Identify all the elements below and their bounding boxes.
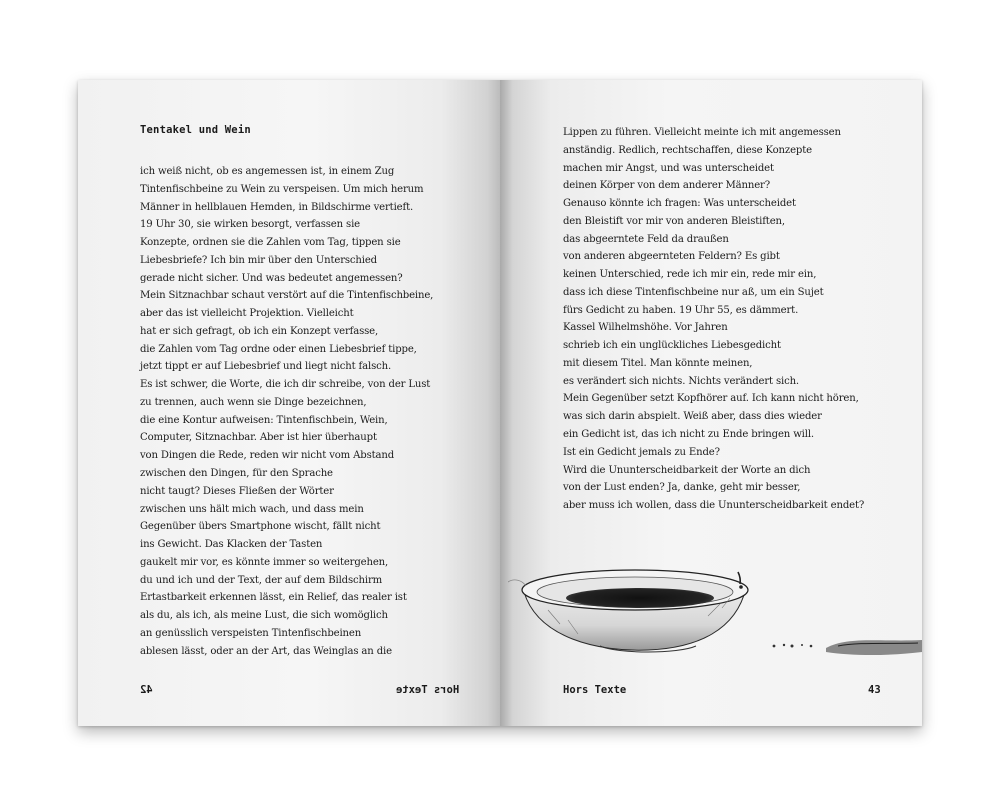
poem-line: Es ist schwer, die Worte, die ich dir schreibe, von der Lust bbox=[140, 379, 431, 391]
poem-line: Wird die Ununterscheidbarkeit der Worte an dich bbox=[563, 464, 811, 476]
poem-line: gaukelt mir vor, es könnte immer so weitergehen, bbox=[140, 556, 389, 568]
poem-line: hat er sich gefragt, ob ich ein Konzept verfasse, bbox=[140, 325, 379, 337]
poem-line: nicht taugt? Dieses Fließen der Wörter bbox=[140, 485, 334, 497]
running-head-title: Tentakel und Wein bbox=[140, 124, 251, 136]
right-page bbox=[500, 80, 922, 726]
poem-line: von anderen abgeernteten Feldern? Es gibt bbox=[563, 251, 780, 263]
poem-line: Mein Gegenüber setzt Kopfhörer auf. Ich kann nicht hören, bbox=[563, 393, 859, 405]
poem-line: du und ich und der Text, der auf dem Bildschirm bbox=[140, 574, 383, 586]
poem-line: deinen Körper von dem anderer Männer? bbox=[563, 180, 770, 192]
poem-line: Konzepte, ordnen sie die Zahlen vom Tag, tippen sie bbox=[140, 237, 401, 249]
poem-line: ins Gewicht. Das Klacken der Tasten bbox=[140, 539, 323, 551]
poem-line: Tintenfischbeine zu Wein zu verspeisen. Um mich herum bbox=[140, 183, 424, 195]
left-poem-text bbox=[140, 163, 460, 660]
poem-line: Computer, Sitznachbar. Aber ist hier überhaupt bbox=[140, 432, 377, 444]
poem-line: ein Gedicht ist, das ich nicht zu Ende bringen will. bbox=[563, 429, 814, 441]
poem-line: schrieb ich ein unglückliches Liebesgedicht bbox=[563, 340, 781, 352]
folio-title-right: Hors Texte bbox=[563, 684, 627, 696]
poem-line: Männer in hellblauen Hemden, in Bildschirme vertieft. bbox=[140, 201, 414, 213]
poem-line: zwischen uns hält mich wach, und dass mein bbox=[140, 503, 364, 515]
poem-line: fürs Gedicht zu haben. 19 Uhr 55, es dämmert. bbox=[563, 304, 799, 316]
poem-line: ablesen lässt, oder an der Art, das Weinglas an die bbox=[140, 645, 392, 657]
right-poem-text bbox=[563, 124, 903, 515]
poem-line: Gegenüber übers Smartphone wischt, fällt nicht bbox=[140, 521, 381, 533]
poem-line: Mein Sitznachbar schaut verstört auf die Tintenfischbeine, bbox=[140, 290, 434, 302]
poem-line: zu trennen, auch wenn sie Dinge bezeichnen, bbox=[140, 396, 367, 408]
poem-line: die Zahlen vom Tag ordne oder einen Liebesbrief tippe, bbox=[140, 343, 417, 355]
poem-line: Ertastbarkeit erkennen lässt, ein Relief, das realer ist bbox=[140, 592, 407, 604]
poem-line: den Bleistift vor mir von anderen Bleistiften, bbox=[563, 215, 785, 227]
poem-line: von Dingen die Rede, reden wir nicht vom Abstand bbox=[140, 450, 395, 462]
poem-line: von der Lust enden? Ja, danke, geht mir besser, bbox=[563, 482, 801, 494]
bowl-illustration bbox=[508, 560, 922, 670]
book-spread bbox=[78, 80, 922, 726]
page-number-right: 43 bbox=[868, 684, 881, 696]
poem-line: dass ich diese Tintenfischbeine nur aß, um ein Sujet bbox=[563, 286, 824, 298]
poem-line: machen mir Angst, und was unterscheidet bbox=[563, 162, 774, 174]
poem-line: aber das ist vielleicht Projektion. Vielleicht bbox=[140, 308, 354, 320]
poem-line: aber muss ich wollen, dass die Ununterscheidbarkeit endet? bbox=[563, 500, 865, 512]
poem-line: die eine Kontur aufweisen: Tintenfischbein, Wein, bbox=[140, 414, 388, 426]
poem-line: als du, als ich, als meine Lust, die sich womöglich bbox=[140, 610, 388, 622]
poem-line: das abgeerntete Feld da draußen bbox=[563, 233, 729, 245]
poem-line: jetzt tippt er auf Liebesbrief und liegt nicht falsch. bbox=[140, 361, 392, 373]
poem-line: anständig. Redlich, rechtschaffen, diese Konzepte bbox=[563, 144, 812, 156]
poem-line: Liebesbriefe? Ich bin mir über den Unterschied bbox=[140, 254, 377, 266]
poem-line: ich weiß nicht, ob es angemessen ist, in einem Zug bbox=[140, 166, 395, 177]
poem-line: gerade nicht sicher. Und was bedeutet angemessen? bbox=[140, 272, 403, 284]
poem-line: keinen Unterschied, rede ich mir ein, rede mir ein, bbox=[563, 269, 817, 281]
poem-line: Genauso könnte ich fragen: Was unterscheidet bbox=[563, 198, 796, 210]
poem-line: zwischen den Dingen, für den Sprache bbox=[140, 468, 333, 480]
poem-line: Ist ein Gedicht jemals zu Ende? bbox=[563, 446, 720, 458]
left-page bbox=[78, 80, 500, 726]
poem-line: es verändert sich nichts. Nichts verändert sich. bbox=[563, 375, 799, 387]
poem-line: an genüsslich verspeisten Tintenfischbeinen bbox=[140, 627, 362, 639]
poem-line: was sich darin abspielt. Weiß aber, dass dies wieder bbox=[563, 411, 822, 423]
poem-line: mit diesem Titel. Man könnte meinen, bbox=[563, 357, 753, 369]
poem-line: Kassel Wilhelmshöhe. Vor Jahren bbox=[563, 322, 728, 334]
folio-title-left: Hors Texte bbox=[396, 684, 460, 696]
page-number-left: 42 bbox=[140, 684, 153, 696]
poem-line: 19 Uhr 30, sie wirken besorgt, verfassen sie bbox=[140, 219, 360, 231]
poem-line: Lippen zu führen. Vielleicht meinte ich mit angemessen bbox=[563, 127, 841, 138]
